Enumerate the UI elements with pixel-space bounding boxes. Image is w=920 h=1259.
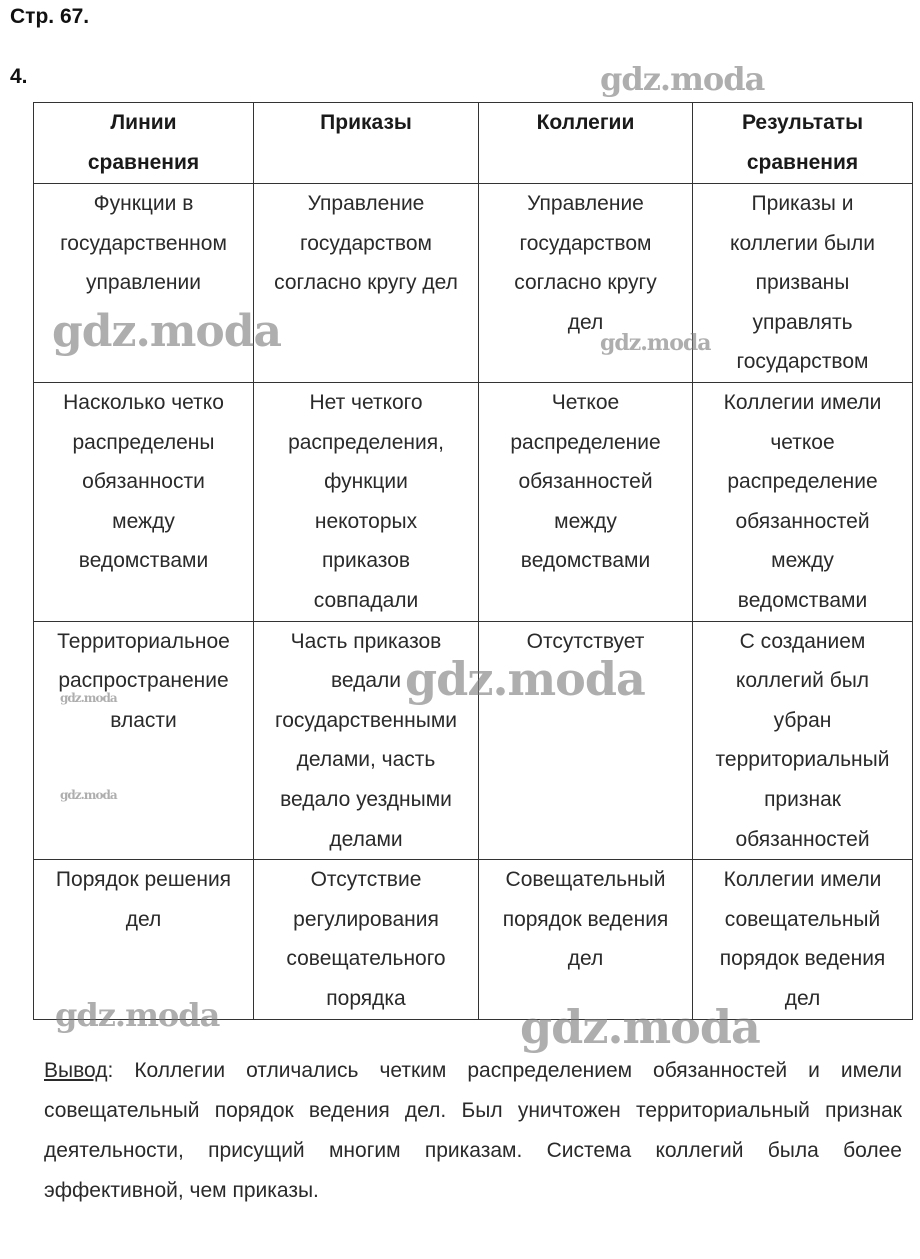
cell-line: управлять — [752, 310, 853, 334]
cell-line: убран — [773, 708, 832, 732]
table-cell — [34, 383, 254, 622]
cell-line: Коллегии — [536, 111, 635, 134]
cell-line: распределены — [72, 430, 215, 454]
watermark: gdz.moda — [405, 652, 645, 706]
cell-line: ведали — [330, 669, 402, 693]
header-cell — [479, 103, 693, 184]
conclusion-text: : Коллегии отличались четким распределением обязанностей и имели совещательный порядок ведения дел. Был уничтожен территориальный признак деятельности, присущий многим приказам. Система коллегий была более эффективной, чем приказы. — [44, 1059, 902, 1202]
cell-line: сравнения — [746, 150, 859, 174]
cell-line: Приказы и — [751, 192, 854, 215]
table-cell — [693, 383, 913, 622]
cell-line: Часть приказов — [290, 629, 442, 653]
cell-line: приказов — [321, 549, 411, 573]
table-cell — [34, 184, 254, 383]
watermark: gdz.moda — [60, 788, 117, 802]
cell-line: ведало уездными — [280, 787, 452, 811]
cell-line: регулирования — [293, 907, 439, 931]
conclusion-paragraph — [44, 1051, 902, 1211]
cell-line: распределение — [727, 470, 878, 494]
table-cell — [479, 860, 693, 1020]
table-cell — [693, 621, 913, 860]
cell-line: Насколько четко — [63, 391, 224, 414]
cell-line: Коллегии имели — [723, 391, 882, 414]
cell-line: обязанности — [82, 470, 205, 494]
cell-line: порядок ведения — [719, 947, 886, 971]
conclusion-label: Вывод — [44, 1059, 108, 1082]
cell-line: Совещательный — [505, 868, 666, 892]
header-cell — [693, 103, 913, 184]
table-cell — [34, 621, 254, 860]
cell-line: коллегии были — [730, 231, 875, 255]
cell-line: дел — [567, 947, 604, 971]
cell-line: Линии — [110, 111, 177, 134]
cell-line: четкое — [770, 430, 835, 454]
cell-line: обязанностей — [735, 509, 870, 533]
cell-line: некоторых — [314, 509, 418, 533]
table-cell — [693, 184, 913, 383]
watermark: gdz.moda — [600, 330, 711, 356]
cell-line: между — [771, 549, 834, 573]
cell-line: государством — [736, 350, 869, 374]
header-cell — [254, 103, 479, 184]
table-row — [34, 184, 913, 383]
cell-line: согласно кругу — [514, 271, 657, 295]
table-row — [34, 383, 913, 622]
cell-line: распределения, — [288, 430, 444, 454]
cell-line: Функции в — [93, 192, 194, 215]
table-cell — [479, 184, 693, 383]
cell-line: коллегий был — [735, 669, 870, 693]
cell-line: сравнения — [87, 150, 200, 174]
cell-line: Четкое — [551, 391, 620, 414]
cell-line: функции — [324, 470, 408, 494]
watermark: gdz.moda — [60, 691, 117, 705]
cell-line: управлении — [86, 271, 201, 295]
comparison-table — [33, 102, 913, 1020]
cell-line: Порядок решения — [55, 868, 232, 892]
watermark: gdz.moda — [520, 1000, 760, 1054]
cell-line: призваны — [755, 271, 850, 295]
cell-line: порядка — [326, 986, 406, 1010]
cell-line: согласно кругу дел — [274, 271, 458, 295]
cell-line: дел — [784, 986, 821, 1010]
table-cell — [479, 621, 693, 860]
cell-line: совещательный — [724, 907, 881, 931]
cell-line: Нет четкого — [309, 391, 423, 414]
cell-line: Результаты — [741, 111, 864, 134]
cell-line: Приказы — [320, 111, 412, 134]
cell-line: государством — [519, 231, 652, 255]
cell-line: власти — [110, 708, 177, 732]
cell-line: Управление — [307, 192, 425, 215]
table-cell — [479, 383, 693, 622]
cell-line: порядок ведения — [502, 907, 669, 931]
cell-line: делами — [329, 827, 403, 851]
cell-line: государством — [300, 231, 432, 255]
table-cell — [693, 860, 913, 1020]
watermark: gdz.moda — [52, 306, 282, 357]
table-cell — [34, 860, 254, 1020]
cell-line: Территориальное — [57, 629, 230, 653]
table-row — [34, 860, 913, 1020]
cell-line: совещательного — [286, 947, 446, 971]
cell-line: между — [112, 509, 175, 533]
cell-line: Отсутствует — [526, 629, 645, 653]
table-row — [34, 621, 913, 860]
cell-line: совпадали — [313, 588, 419, 612]
table-cell — [254, 860, 479, 1020]
cell-line: обязанностей — [735, 827, 870, 851]
cell-line: Управление — [527, 192, 644, 215]
page-label: Стр. 67. — [10, 5, 90, 28]
cell-line: Отсутствие — [310, 868, 422, 892]
cell-line: государственном — [60, 231, 227, 255]
cell-line: признак — [764, 787, 841, 811]
cell-line: Коллегии имели — [723, 868, 882, 892]
cell-line: распространение — [58, 669, 229, 693]
header-cell — [34, 103, 254, 184]
header-row — [34, 103, 913, 184]
watermark: gdz.moda — [600, 60, 765, 98]
cell-line: ведомствами — [737, 588, 868, 612]
cell-line: дел — [125, 907, 162, 931]
cell-line: распределение — [510, 430, 661, 454]
table-cell — [254, 184, 479, 383]
cell-line: обязанностей — [518, 470, 653, 494]
table-cell — [254, 621, 479, 860]
cell-line: государственными — [275, 708, 457, 732]
cell-line: делами, часть — [296, 748, 436, 772]
cell-line: С созданием — [739, 629, 866, 653]
cell-line: между — [554, 509, 617, 533]
task-number: 4. — [10, 65, 28, 88]
watermark: gdz.moda — [55, 996, 220, 1034]
cell-line: территориальный — [715, 748, 890, 772]
table-cell — [254, 383, 479, 622]
cell-line: ведомствами — [78, 549, 209, 573]
cell-line: дел — [567, 310, 604, 334]
cell-line: ведомствами — [520, 549, 651, 573]
